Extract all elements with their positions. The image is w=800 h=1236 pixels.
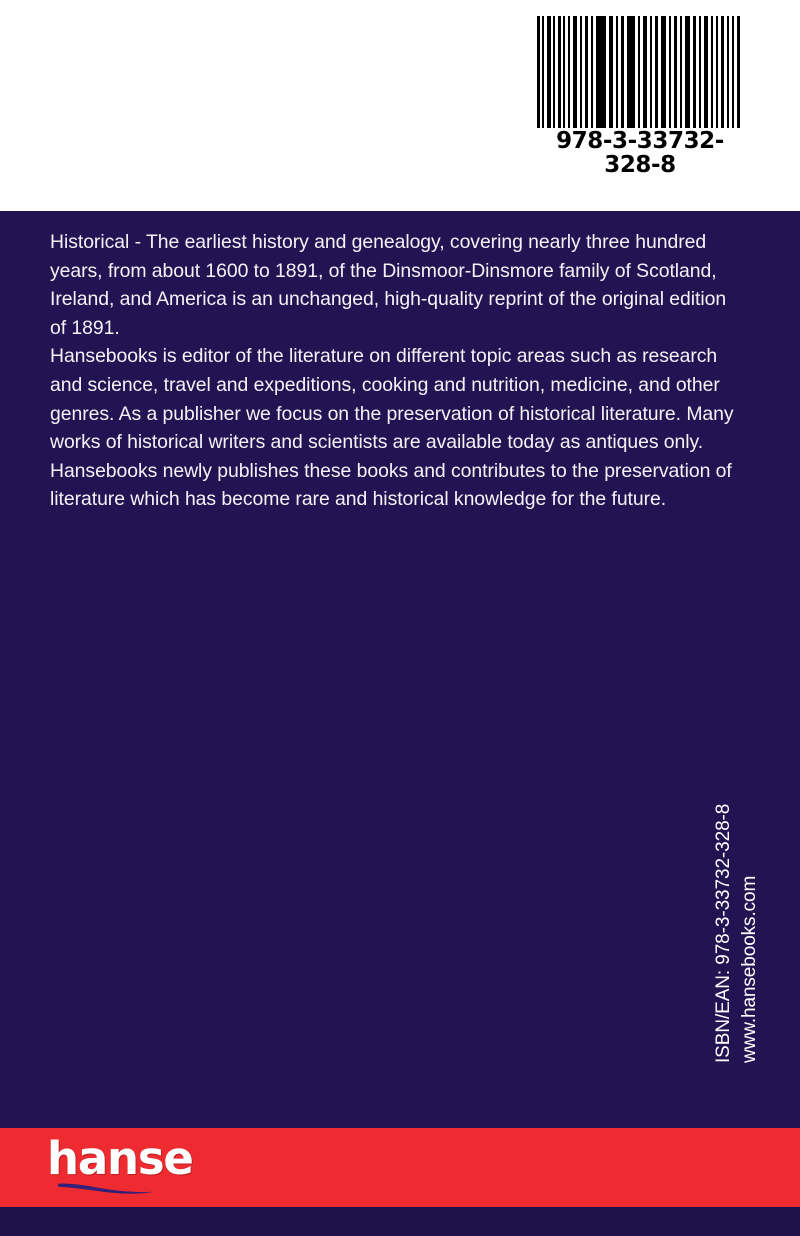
red-footer-band: [0, 1128, 800, 1207]
main-navy-panel: [0, 211, 800, 1128]
vertical-isbn-ean-text: ISBN/EAN: 978-3-33732-328-8: [713, 803, 734, 1063]
bottom-navy-strip: [0, 1207, 800, 1236]
blurb-paragraph-2: Hansebooks is editor of the literature on different topic areas such as research and science, travel and expeditions, cooking and nutrition, medicine, and other genres. As a publisher we focus on the preservation of historical literature. Many works of historical writers and scientists are available today as antiques only. Hansebooks newly publishes these books and contributes to the preservation of literature which has become rare and historical knowledge for the future.: [50, 345, 734, 511]
hanse-publisher-logo: [47, 1134, 257, 1200]
barcode-number: 978-3-33732-328-8: [556, 128, 724, 179]
hanse-logo-wordmark: hanse: [47, 1132, 193, 1185]
blurb-paragraph-1: Historical - The earliest history and genealogy, covering nearly three hundred years, from about 1600 to 1891, of the Dinsmoor-Dinsmore family of Scotland, Ireland, and America is an unchanged, high-quality reprint of the original edition of 1891.: [50, 231, 727, 339]
barcode-block: [537, 16, 743, 177]
back-cover-blurb: [50, 228, 744, 514]
top-white-band: [0, 0, 800, 211]
vertical-website-text[interactable]: www.hansebooks.com: [739, 875, 760, 1063]
brush-stroke-swoosh-icon: [49, 1182, 167, 1194]
ean13-barcode-icon: [537, 16, 743, 128]
